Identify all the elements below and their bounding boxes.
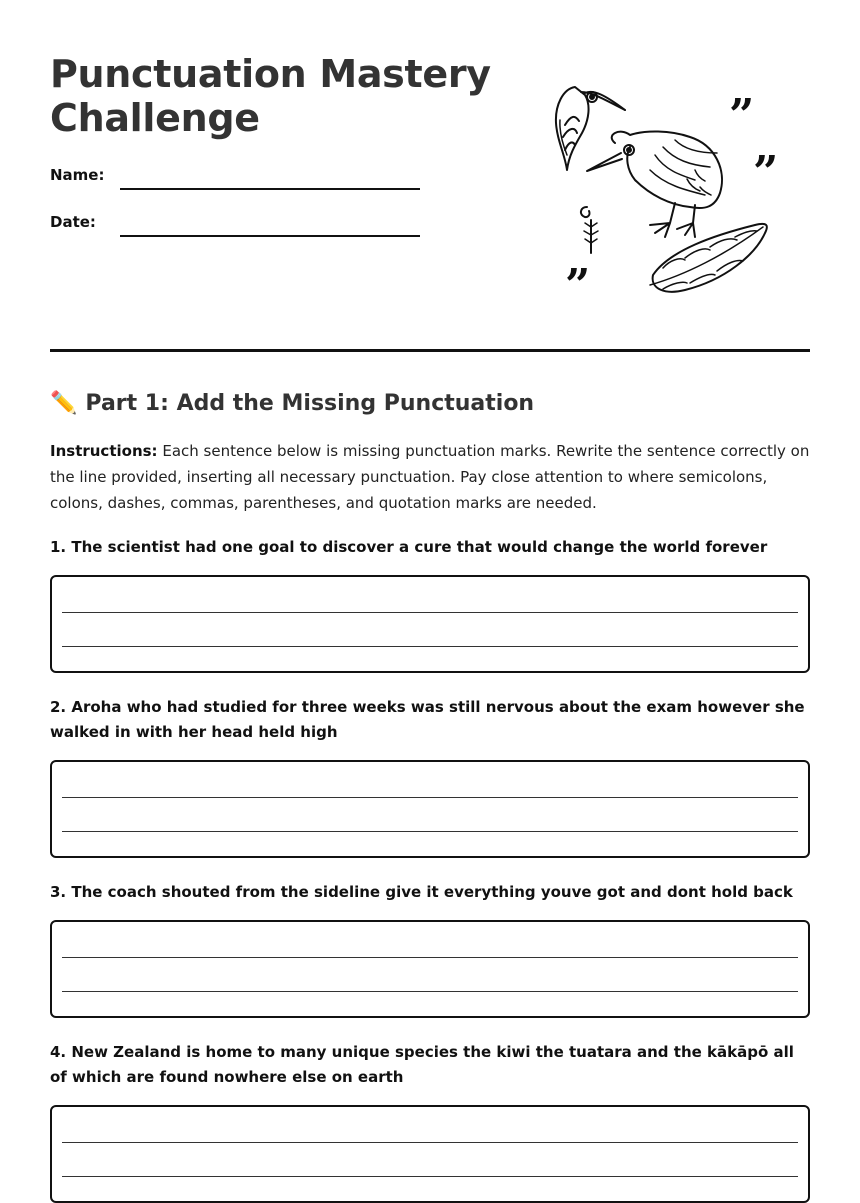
question-2: 2. Aroha who had studied for three weeks was still nervous about the exam however she walked in with her head held high (50, 698, 805, 741)
instructions (50, 438, 810, 516)
instructions-text: Each sentence below is missing punctuation marks. Rewrite the sentence correctly on the line provided, inserting all necessary punctuation. Pay close attention to where semicolons, colons, dashes, commas, parentheses, and quotation marks are needed. (50, 442, 810, 512)
writing-line (62, 1176, 798, 1177)
kiwi-icon (587, 131, 722, 237)
title-line-2: Challenge (50, 96, 260, 140)
pencil-icon: ✏️ (50, 391, 78, 416)
date-line[interactable] (120, 235, 420, 237)
page-title (50, 52, 491, 140)
question-1: 1. The scientist had one goal to discover a cure that would change the world forever (50, 538, 768, 556)
quote-mark-2: ” (753, 147, 779, 198)
writing-line (62, 1142, 798, 1143)
answer-box-3[interactable] (50, 920, 810, 1018)
date-field[interactable] (50, 213, 420, 237)
answer-box-2[interactable] (50, 760, 810, 858)
part1-heading (50, 388, 534, 420)
instructions-label: Instructions: (50, 442, 158, 460)
bird-icon (556, 87, 625, 170)
writing-line (62, 991, 798, 992)
writing-line (62, 831, 798, 832)
name-line[interactable] (120, 188, 420, 190)
answer-box-4[interactable] (50, 1105, 810, 1203)
writing-line (62, 612, 798, 613)
date-label: Date: (50, 213, 96, 231)
quotation-mark-icon (565, 90, 778, 300)
quote-mark-1: ” (729, 90, 755, 141)
writing-line (62, 646, 798, 647)
name-field[interactable] (50, 166, 420, 190)
question-3: 3. The coach shouted from the sideline give it everything youve got and dont hold back (50, 883, 793, 901)
writing-line (62, 797, 798, 798)
fern-icon (581, 207, 598, 253)
feather-icon (650, 224, 767, 292)
answer-box-1[interactable] (50, 575, 810, 673)
part1-title: Part 1: Add the Missing Punctuation (85, 391, 535, 416)
section-divider (50, 349, 810, 352)
title-line-1: Punctuation Mastery (50, 52, 491, 96)
quote-mark-3: ” (565, 260, 591, 300)
writing-line (62, 957, 798, 958)
header-illustration (545, 75, 795, 300)
question-4: 4. New Zealand is home to many unique species the kiwi the tuatara and the kākāpō all of which are found nowhere else on earth (50, 1043, 794, 1086)
name-label: Name: (50, 166, 105, 184)
